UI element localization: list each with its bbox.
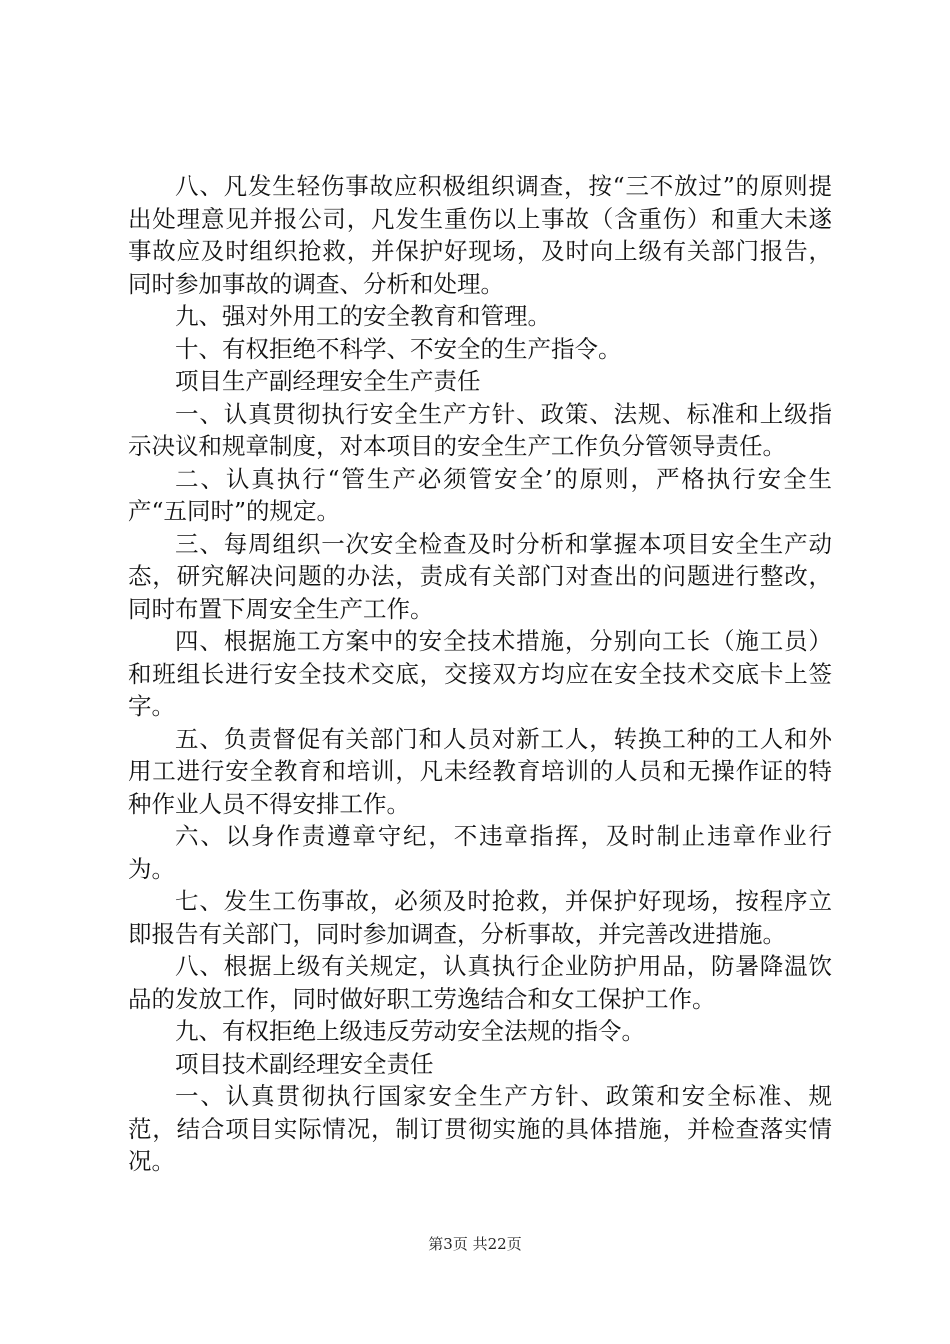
paragraph-12: 八、根据上级有关规定，认真执行企业防护用品，防暑降温饮品的发放工作，同时做好职工劳逸结合和女工保护工作。	[128, 952, 832, 1013]
document-body	[128, 170, 832, 1178]
paragraph-13: 九、有权拒绝上级违反劳动安全法规的指令。	[175, 1017, 645, 1045]
paragraph-8: 四、根据施工方案中的安全技术措施，分别向工长（施工员）和班组长进行安全技术交底，交接双方均应在安全技术交底卡上签字。	[128, 627, 832, 720]
paragraph-15: 一、认真贯彻执行国家安全生产方针、政策和安全标准、规范，结合项目实际情况，制订贯彻实施的具体措施，并检查落实情况。	[128, 1082, 832, 1175]
paragraph-6: 二、认真执行“管生产必须管安全’的原则，严格执行安全生产“五同时”的规定。	[128, 464, 832, 525]
paragraph-10: 六、以身作责遵章守纪，不违章指挥，及时制止违章作业行为。	[128, 822, 832, 883]
section-heading-production-deputy: 项目生产副经理安全生产责任	[175, 367, 481, 395]
paragraph-9: 五、负责督促有关部门和人员对新工人，转换工种的工人和外用工进行安全教育和培训，凡未经教育培训的人员和无操作证的特种作业人员不得安排工作。	[128, 724, 832, 818]
paragraph-7: 三、每周组织一次安全检查及时分析和掌握本项目安全生产动态，研究解决问题的办法，责成有关部门对查出的问题进行整改，同时布置下周安全生产工作。	[128, 529, 832, 623]
paragraph-5: 一、认真贯彻执行安全生产方针、政策、法规、标准和上级指示决议和规章制度，对本项目的安全生产工作负分管领导责任。	[128, 399, 832, 460]
page-number-footer: 第3页 共22页	[428, 1235, 522, 1253]
section-heading-technical-deputy: 项目技术副经理安全责任	[175, 1049, 434, 1078]
paragraph-3: 十、有权拒绝不科学、不安全的生产指令。	[175, 334, 622, 363]
paragraph-1: 八、凡发生轻伤事故应积极组织调查，按“三不放过”的原则提出处理意见并报公司，凡发生重伤以上事故（含重伤）和重大未遂事故应及时组织抢救，并保护好现场，及时向上级有关部门报告，同时参加事故的调查、分析和处理。	[128, 172, 832, 298]
paragraph-11: 七、发生工伤事故，必须及时抢救，并保护好现场，按程序立即报告有关部门，同时参加调查，分析事故，并完善改进措施。	[128, 887, 832, 948]
paragraph-2: 九、强对外用工的安全教育和管理。	[175, 302, 551, 330]
